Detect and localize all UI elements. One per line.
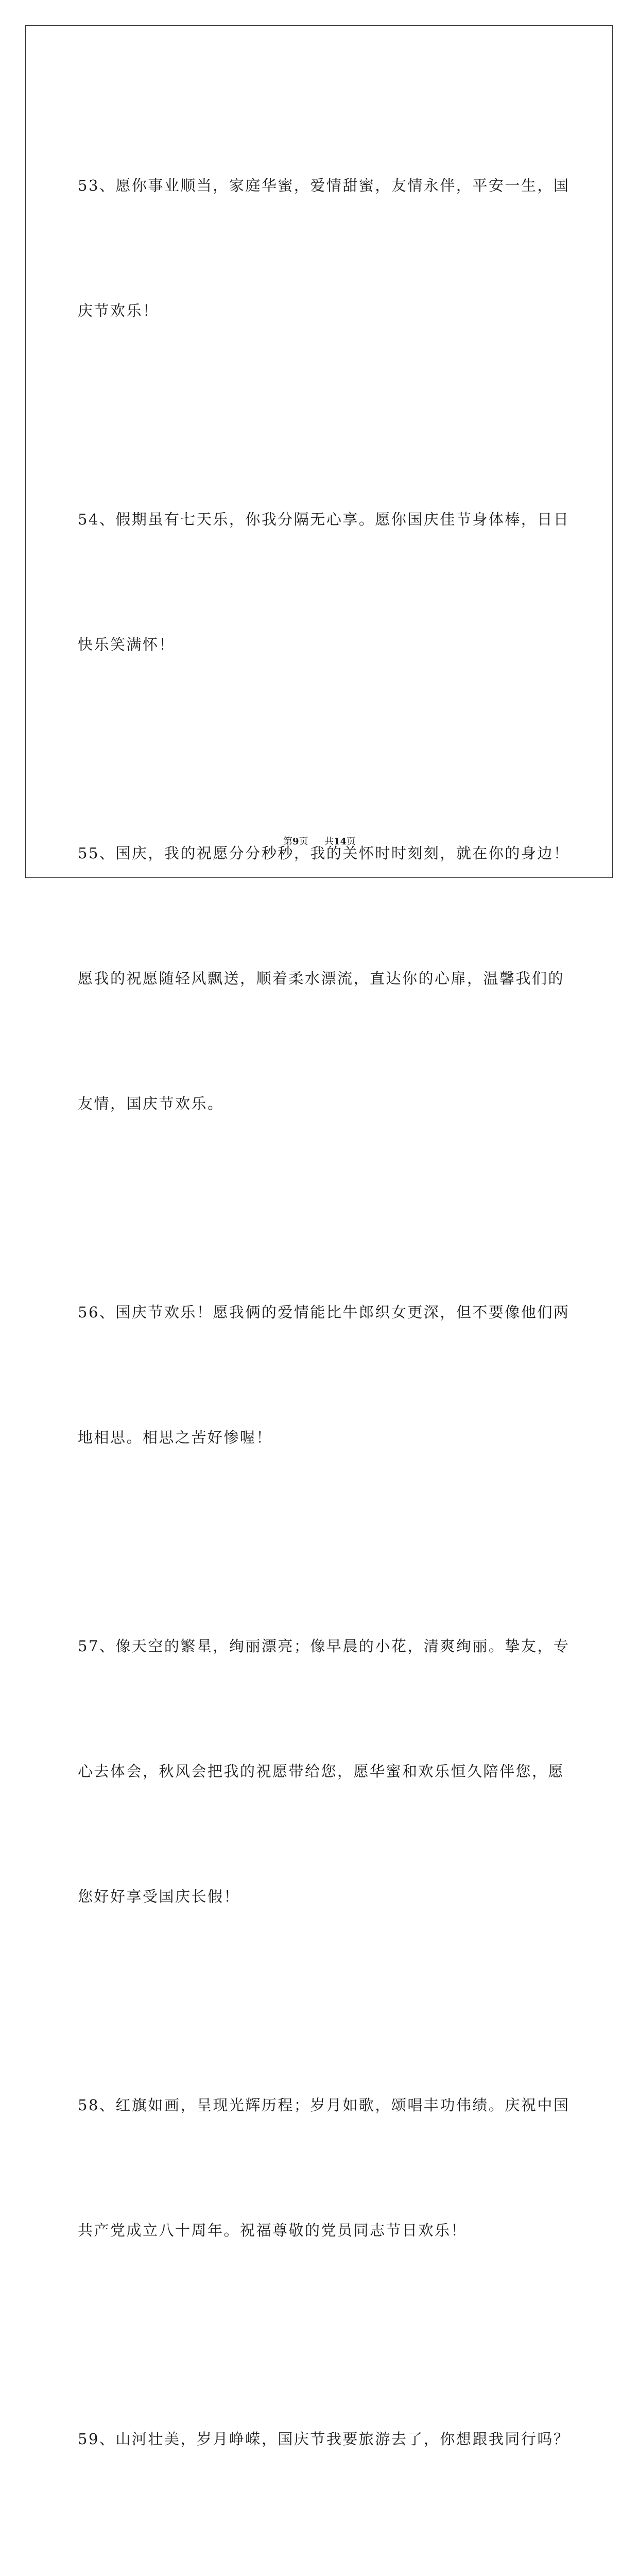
- text-line: 共产党成立八十周年。祝福尊敬的党员同志节日欢乐！: [78, 2222, 468, 2239]
- document-body: [78, 81, 570, 2576]
- total-pages-indicator: [324, 836, 356, 847]
- paragraph-60: [78, 2544, 562, 2576]
- paragraph-53: [78, 81, 570, 415]
- paragraph-55: [78, 749, 570, 1208]
- text-line: 快乐笑满怀！: [78, 636, 176, 653]
- text-line: 54、假期虽有七天乐，你我分隔无心享。愿你国庆佳节身体棒，日日: [78, 511, 570, 528]
- total-prefix: 共: [324, 836, 334, 847]
- text-line: 您好好享受国庆长假！: [78, 1888, 240, 1905]
- paragraph-56: [78, 1208, 570, 1542]
- total-pages-number: 14: [333, 836, 347, 847]
- page-prefix: 第: [283, 836, 292, 847]
- text-line: 庆节欢乐！: [78, 302, 159, 319]
- text-line: 55、国庆，我的祝愿分分秒秒，我的关怀时时刻刻，就在你的身边！: [78, 844, 570, 862]
- text-line: 心去体会，秋风会把我的祝愿带给您，愿华蜜和欢乐恒久陪伴您，愿: [78, 1762, 565, 1780]
- text-line: 愿我的祝愿随轻风飘送，顺着柔水漂流，直达你的心扉，温馨我们的: [78, 970, 565, 987]
- text-line: 友情，国庆节欢乐。: [78, 1095, 224, 1112]
- text-line: 57、像天空的繁星，绚丽漂亮；像早晨的小花，清爽绚丽。挚友，专: [78, 1637, 570, 1655]
- paragraph-54: [78, 415, 570, 749]
- text-line: 地相思。相思之苦好惨喔！: [78, 1429, 273, 1446]
- paragraph-58: [78, 2001, 570, 2335]
- page-number-indicator: [283, 836, 311, 847]
- total-suffix: 页: [347, 836, 356, 847]
- text-line: 59、山河壮美，岁月峥嵘，国庆节我要旅游去了，你想跟我同行吗？: [78, 2430, 570, 2448]
- page-footer: [0, 836, 639, 848]
- text-line: 58、红旗如画，呈现光辉历程；岁月如歌，颂唱丰功伟绩。庆祝中国: [78, 2096, 570, 2114]
- paragraph-57: [78, 1542, 570, 2001]
- paragraph-59: [78, 2335, 570, 2544]
- text-line: 53、愿你事业顺当，家庭华蜜，爱情甜蜜，友情永伴，平安一生，国: [78, 177, 570, 194]
- page-suffix: 页: [299, 836, 308, 847]
- current-page-number: 9: [292, 836, 299, 847]
- text-line: 56、国庆节欢乐！愿我俩的爱情能比牛郎织女更深，但不要像他们两: [78, 1303, 570, 1321]
